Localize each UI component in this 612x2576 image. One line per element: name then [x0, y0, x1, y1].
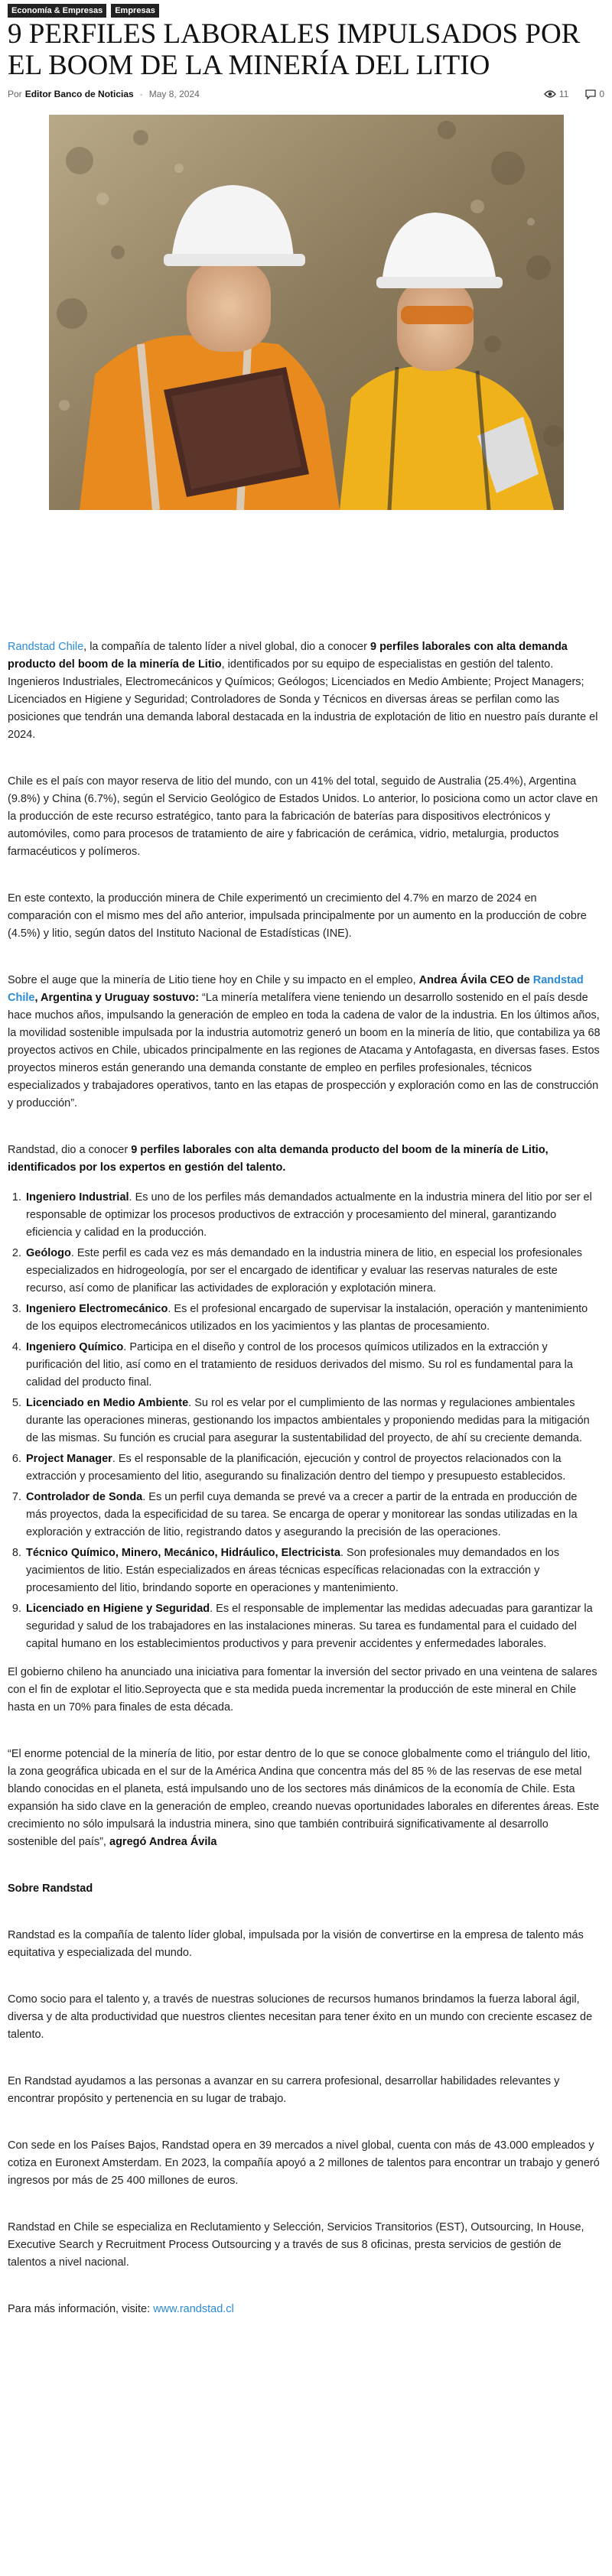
- tag-economia[interactable]: Economía & Empresas: [8, 4, 106, 18]
- hero-image: [49, 115, 564, 510]
- randstad-link[interactable]: Randstad Chile: [8, 641, 84, 653]
- list-item: [24, 1450, 601, 1486]
- profiles-intro: [8, 1142, 601, 1177]
- quote-author-2: , Argentina y Uruguay sostuvo:: [34, 992, 200, 1004]
- article-stats: [544, 89, 604, 99]
- quote-text: “La minería metalífera viene teniendo un desarrollo sostenido en el país desde hace muchos años, impulsando la generación de empleo en toda la cadena de valor de la industria. En los últimos años, la movilidad sostenible impulsada por la industria automotriz generó un boom en la minería de litio, que contabiliza ya 68 proyectos activos en Chile, ubicados principalmente en las regiones de Atacama y Antofagasta, en diversas fases. Estos proyectos mineros están generando una demanda constante de empleo en perfiles profesionales, técnicos especializados y trabajadores operativos, tanto en las etapas de prospección y exploración como en las de construcción y producción”.: [8, 992, 601, 1109]
- profile-name: Licenciado en Medio Ambiente: [26, 1397, 189, 1409]
- tag-empresas[interactable]: Empresas: [111, 4, 159, 18]
- government-paragraph: El gobierno chileno ha anunciado una iniciativa para fomentar la inversión del sector privado en una veintena de salares con el fin de explotar el litio.Seproyecta que e sta medida pueda incrementar la producción de este mineral en Chile hasta en un 70% para finales de esta década.: [8, 1666, 597, 1714]
- profile-desc: . Es el profesional encargado de supervisar la instalación, operación y mantenimiento de los equipos electromecánicos utilizados en los yacimientos y las plantas de procesamiento.: [26, 1303, 588, 1333]
- profile-name: Ingeniero Industrial: [26, 1191, 129, 1204]
- list-item: [24, 1545, 601, 1597]
- profile-desc: . Es el responsable de la planificación, ejecución y control de proyectos relacionados con la extracción y procesamiento del litio, asegurando su finalización dentro del tiempo y presupuesto establecidos.: [26, 1453, 566, 1483]
- profile-name: Técnico Químico, Minero, Mecánico, Hidráulico, Electricista: [26, 1547, 340, 1559]
- quote-author: Andrea Ávila CEO de: [418, 974, 533, 986]
- meta-separator: -: [139, 89, 143, 99]
- list-item: [24, 1189, 601, 1242]
- profile-desc: . Es un perfil cuya demanda se prevé va a crecer a partir de la entrada en producción de más proyectos, dada la especificidad de su tarea. Se encarga de operar y monitorear las sondas utilizadas en la exploración y extracción de litio, registrando datos y asegurando la precisión de las operaciones.: [26, 1491, 578, 1538]
- intro-bold: 9 perfiles laborales con alta demanda producto del boom de la minería de Litio: [8, 641, 568, 671]
- about-heading: Sobre Randstad: [8, 1882, 93, 1895]
- quote-paragraph: [8, 972, 601, 1113]
- list-item: [24, 1489, 601, 1541]
- list-item: [24, 1245, 601, 1298]
- about-paragraph: Randstad es la compañía de talento líder global, impulsada por la visión de convertirse en la empresa de talento más equitativa y especializada del mundo.: [8, 1929, 584, 1959]
- profile-desc: . Es uno de los perfiles más demandados actualmente en la industria minera del litio por ser el responsable de optimizar los procesos productivos de extracción y procesamiento del mineral, garantizando eficiencia y calidad en la producción.: [26, 1191, 592, 1239]
- website-link[interactable]: www.randstad.cl: [153, 2303, 234, 2315]
- category-tags: [8, 4, 159, 18]
- list-item: [24, 1301, 601, 1336]
- profile-desc: . Participa en el diseño y control de los procesos químicos utilizados en la extracción y purificación del litio, así como en el tratamiento de residuos derivados del mismo. Su rol es fundamental para la calidad del producto final.: [26, 1341, 573, 1389]
- publish-date: May 8, 2024: [148, 89, 200, 99]
- closing-quote-author: agregó Andrea Ávila: [109, 1836, 217, 1848]
- profile-desc: . Es el responsable de implementar las medidas adecuadas para garantizar la seguridad y salud de los trabajadores en las instalaciones mineras. Su tarea es fundamental para el cuidado del capital humano en los establecimientos productivos y para prevenir accidentes y enfermedades laborales.: [26, 1603, 593, 1650]
- reserves-paragraph: Chile es el país con mayor reserva de litio del mundo, con un 41% del total, seguido de Australia (25.4%), Argentina (9.8%) y China (6.7%), según el Servicio Geológico de Estados Unidos. Lo anterior, lo posiciona como un actor clave en la producción de este recurso estratégico, tanto para la fabricación de baterías para dispositivos electrónicos y automóviles, como para procesos de tratamiento de aire y fabricación de cerámica, vidrio, metalurgia, productos farmacéuticos y polímeros.: [8, 775, 598, 858]
- list-item: [24, 1600, 601, 1653]
- profile-name: Licenciado en Higiene y Seguridad: [26, 1603, 210, 1615]
- article-meta: [8, 89, 604, 99]
- comments-count[interactable]: 0: [599, 89, 604, 99]
- profile-name: Controlador de Sonda: [26, 1491, 143, 1503]
- by-label: Por: [8, 89, 22, 99]
- profiles-list: [8, 1189, 601, 1653]
- list-item: [24, 1395, 601, 1447]
- closing-quote-text: “El enorme potencial de la minería de litio, por estar dentro de lo que se conoce globalmente como el triángulo del litio, la zona geográfica ubicada en el sur de la América Andina que concentra más del 85 % de las reservas de ese metal blando conocidas en el planeta, está impulsando uno de los sectores más dinámicos de la economía de Chile. Esta expansión ha sido clave en la generación de empleo, creando nuevas oportunidades laborales en diferentes áreas. Este crecimiento no sólo impulsará la industria minera, sino que también contribuirá significativamente al desarrollo sostenible del país”,: [8, 1748, 600, 1848]
- list-item: [24, 1339, 601, 1392]
- author-link[interactable]: Editor Banco de Noticias: [24, 89, 134, 99]
- intro-text-2: , identificados por su equipo de especialistas en gestión del talento. Ingenieros Industriales, Electromecánicos y Químicos; Geólogos; Licenciados en Medio Ambiente; Project Managers; Licenciados en Higiene y Seguridad; Controladores de Sonda y Técnicos en diversas áreas se perfilan como las posiciones que tendrán una demanda laboral destacada en la industria de explotación de litio en nuestro país durante el 2024.: [8, 658, 598, 741]
- intro-paragraph: [8, 638, 601, 744]
- profile-name: Geólogo: [26, 1247, 71, 1259]
- profile-desc: . Su rol es velar por el cumplimiento de las normas y regulaciones ambientales durante las operaciones mineras, gestionando los impactos ambientales y proponiendo medidas para la mitigación de las mismas. Su función es crucial para asegurar la sustentabilidad del proyecto, de ahí su creciente demanda.: [26, 1397, 590, 1444]
- about-paragraph: En Randstad ayudamos a las personas a avanzar en su carrera profesional, desarrollar habilidades relevantes y encontrar propósito y pertenencia en su lugar de trabajo.: [8, 2075, 560, 2105]
- profiles-intro-bold: 9 perfiles laborales con alta demanda producto del boom de la minería de Litio, identificados por los expertos en gestión del talento.: [8, 1144, 549, 1174]
- closing-quote-paragraph: [8, 1746, 601, 1851]
- profile-name: Project Manager: [26, 1453, 112, 1465]
- eye-icon: [544, 89, 556, 99]
- intro-text-1: , la compañía de talento líder a nivel global, dio a conocer: [83, 641, 370, 653]
- profile-desc: . Este perfil es cada vez es más demandado en la industria minera de litio, en especial los profesionales especializados en hidrogeología, por ser el encargado de identificar y evaluar las reservas naturales de este recurso, así como de planificar las actividades de exploración y explotación minera.: [26, 1247, 582, 1294]
- production-paragraph: En este contexto, la producción minera de Chile experimentó un crecimiento del 4.7% en marzo de 2024 en comparación con el mismo mes del año anterior, impulsada principalmente por un aumento en la producción de cobre (4.5%) y litio, según datos del Instituto Nacional de Estadísticas (INE).: [8, 892, 587, 940]
- comment-icon[interactable]: [585, 89, 596, 99]
- article-body: [8, 638, 601, 2347]
- profile-name: Ingeniero Químico: [26, 1341, 124, 1353]
- profile-desc: . Son profesionales muy demandados en los yacimientos de litio. Están especializados en áreas técnicas específicas relacionadas con la extracción y procesamiento del litio, brindando soporte en operaciones y mantenimiento.: [26, 1547, 560, 1594]
- more-info-text: Para más información, visite:: [8, 2303, 154, 2315]
- randstad-link-2[interactable]: Randstad Chile: [8, 974, 584, 1004]
- article-title: 9 PERFILES LABORALES IMPULSADOS POR EL BOOM DE LA MINERÍA DEL LITIO: [8, 18, 581, 81]
- profile-name: Ingeniero Electromecánico: [26, 1303, 168, 1315]
- quote-intro: Sobre el auge que la minería de Litio tiene hoy en Chile y su impacto en el empleo,: [8, 974, 419, 986]
- more-info-paragraph: [8, 2301, 601, 2318]
- about-paragraph: Con sede en los Países Bajos, Randstad opera en 39 mercados a nivel global, cuenta con más de 43.000 empleados y cotiza en Euronext Amsterdam. En 2023, la compañía apoyó a 2 millones de talentos para encontrar un trabajo y generó ingresos por más de 25 400 millones de euros.: [8, 2139, 600, 2187]
- about-paragraph: Como socio para el talento y, a través de nuestras soluciones de recursos humanos brindamos la fuerza laboral ágil, diversa y de alta productividad que nuestros clientes necesitan para tener éxito en un mundo con creciente escasez de talento.: [8, 1993, 593, 2041]
- profiles-intro-text: Randstad, dio a conocer: [8, 1144, 132, 1156]
- about-paragraph: Randstad en Chile se especializa en Reclutamiento y Selección, Servicios Transitorios (EST), Outsourcing, In House, Executive Search y Recruitment Process Outsourcing y a través de sus 8 oficinas, presta servicios de gestión de talentos a nivel nacional.: [8, 2221, 584, 2269]
- views-count: 11: [558, 89, 569, 99]
